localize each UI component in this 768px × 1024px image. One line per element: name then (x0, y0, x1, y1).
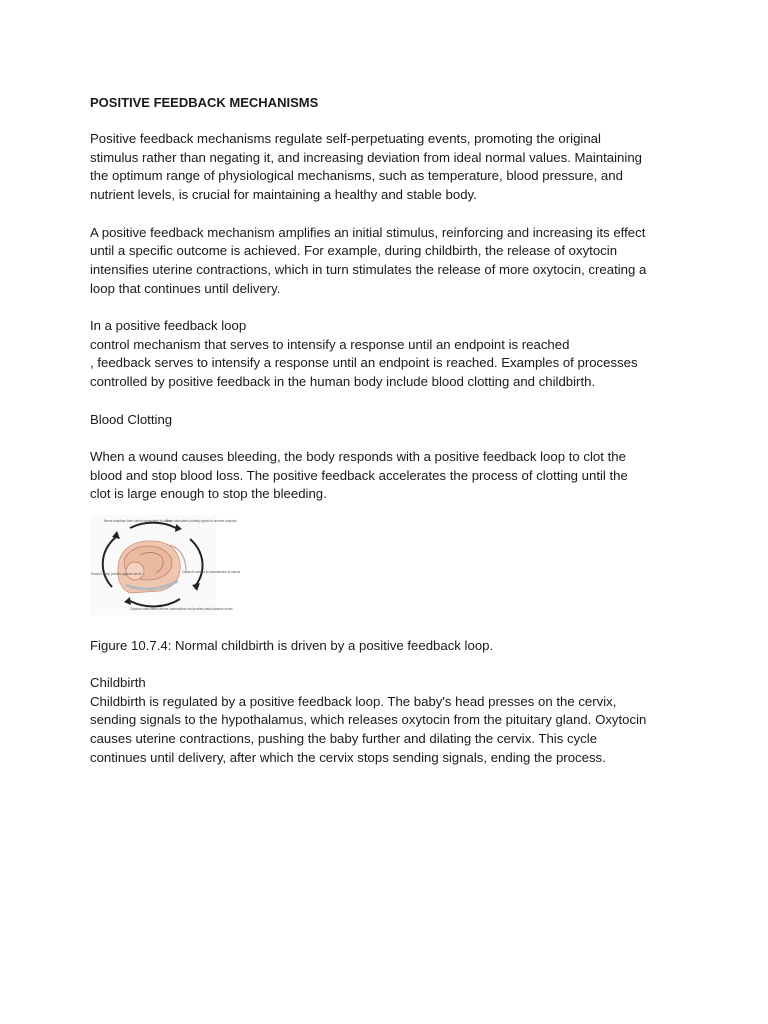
figure-caption: Figure 10.7.4: Normal childbirth is driven by a positive feedback loop. (90, 637, 494, 653)
childbirth-feedback-figure (90, 515, 241, 615)
text-line: In a positive feedback loop (90, 318, 247, 333)
text-line: sending signals to the hypothalamus, which releases oxytocin from the pituitary gland. Oxytocin (90, 712, 647, 728)
text-line: Childbirth is regulated by a positive feedback loop. The baby's head presses on the cervix, (90, 693, 617, 709)
paragraph-amplification (90, 224, 708, 299)
text-line: control mechanism that serves to intensify a response until an endpoint is reached (90, 336, 570, 352)
text-line: causes uterine contractions, pushing the baby further and dilating the cervix. This cycle (90, 731, 598, 747)
text-line: continues until delivery, after which the cervix stops sending signals, ending the process. (90, 749, 606, 765)
figure-label: Oxytocin carried in bloodstream to uterus (182, 569, 241, 574)
section-childbirth (90, 674, 708, 768)
text-line: the optimum range of physiological mechanisms, such as temperature, blood pressure, and (90, 168, 623, 184)
text-line: blood and stop blood loss. The positive feedback accelerates the process of clotting until the (90, 467, 628, 483)
heading-childbirth: Childbirth (90, 675, 146, 691)
text-line: Positive feedback mechanisms regulate self-perpetuating events, promoting the original (90, 131, 601, 146)
feedback-loop-diagram (90, 515, 241, 615)
figure-label: Oxytocin stimulates uterine contractions and pushes baby towards cervix (130, 606, 233, 611)
paragraph-feedback-loop (90, 317, 708, 392)
paragraph-blood-clotting (90, 448, 708, 504)
text-line: until a specific outcome is achieved. For example, during childbirth, the release of oxytocin (90, 243, 618, 259)
text-line: controlled by positive feedback in the human body include blood clotting and childbirth. (90, 374, 596, 390)
heading-blood-clotting: Blood Clotting (90, 411, 173, 427)
figure-label: Nerve impulses from cervix transmitted to brain (104, 518, 171, 523)
text-line: stimulus rather than negating it, and increasing deviation from ideal normal values. Maintaining (90, 149, 642, 165)
text-line: When a wound causes bleeding, the body responds with a positive feedback loop to clot the (90, 448, 626, 464)
figure-label: Head of baby pushes against cervix (91, 571, 142, 576)
page-title: POSITIVE FEEDBACK MECHANISMS (90, 95, 319, 110)
text-line: intensifies uterine contractions, which in turn stimulates the release of more oxytocin, creating a (90, 261, 647, 277)
figure-label: Brain stimulates pituitary gland to secrete oxytocin (166, 518, 237, 523)
paragraph-intro (90, 130, 708, 205)
text-line: , feedback serves to intensify a response until an endpoint is reached. Examples of processes (90, 355, 638, 371)
text-line: clot is large enough to stop the bleeding. (90, 486, 327, 502)
text-line: A positive feedback mechanism amplifies an initial stimulus, reinforcing and increasing its effect (90, 224, 646, 240)
text-line: nutrient levels, is crucial for maintaining a healthy and stable body. (90, 187, 477, 203)
text-line: loop that continues until delivery. (90, 280, 281, 296)
